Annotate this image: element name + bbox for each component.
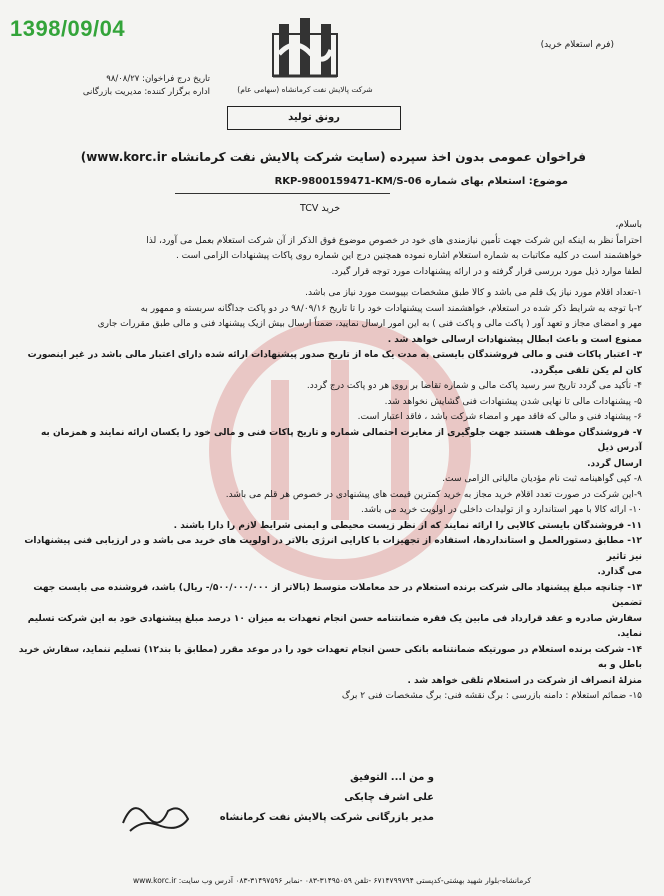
intro-paragraph — [18, 234, 642, 281]
condition-line: ۱۵- ضمائم استعلام : دامنه بازرسی : برگ نقشه فنی: برگ مشخصات فنی ۲ برگ — [341, 691, 642, 701]
copy-label-box: رونق تولید — [227, 106, 401, 130]
salutation: باسلام، — [615, 220, 642, 230]
condition-line: ۱۰- ارائه کالا با مهر استاندارد و از تولیدات داخلی در اولویت خرید می باشد. — [360, 505, 642, 515]
condition-line: ۱-تعداد اقلام مورد نیاز یک قلم می باشد و کالا طبق مشخصات بپیوست مورد نیاز می باشد. — [305, 288, 642, 298]
condition-line: ۱۱- فروشندگان بایستی کالایی را ارائه نمایند که از نظر زیست محیطی و ایمنی شرایط لازم را دارا باشند . — [173, 520, 642, 531]
condition-line: مهر و امضای مجاز و تعهد آور ( پاکت مالی و پاکت فنی ) به این امور ارسال نمایید، ضمناً ارسال بیش ازیک پیشنهاد فنی و مالی طبق مقررات جاری — [97, 319, 642, 329]
form-tag: (فرم استعلام خرید) — [540, 40, 614, 50]
condition-line: ۵- پیشنهادات مالی تا نهایی شدن پیشنهادات فنی گشایش نخواهد شد. — [384, 396, 642, 407]
condition-line: منزلهٔ انصراف از شرکت در استعلام تلقی خواهد شد . — [407, 675, 642, 686]
condition-line: ارسال گردد. — [587, 458, 642, 469]
signature-block — [174, 768, 434, 828]
condition-line: سفارش صادره و عقد قرارداد فی مابین یک فقره ضمانتنامه حسن انجام تعهدات به میزان ۱۰ درصد مبلغ پیشنهادی خود به این شرکت تسلیم نماید. — [27, 613, 642, 639]
handwritten-signature-icon — [118, 793, 198, 838]
company-logo-icon — [265, 14, 345, 84]
intro-line: لطفا موارد ذیل مورد بررسی قرار گرفته و در ارائه پیشنهادات مورد توجه قرار گیرد. — [331, 266, 642, 277]
condition-line: ۴- تأکید می گردد تاریخ سر رسید پاکت مالی و شماره تقاضا بر روی هر دو پاکت درج گردد. — [306, 381, 642, 391]
subject-line: موضوع: استعلام بهای شماره RKP-9800159471-KM/S-06 — [274, 176, 568, 187]
organizer: اداره برگزار کننده: مدیریت بازرگانی — [82, 87, 210, 97]
condition-line: ۹-این شرکت در صورت تعدد اقلام خرید مجاز به خرید کمترین قیمت های پیشنهادی در خصوص هر قلم می باشد. — [225, 489, 642, 500]
issue-date: تاریخ درج فراخوان: ۹۸/۰۸/۲۷ — [106, 74, 210, 84]
intro-line: خواهشمند است در کلیه مکاتبات به شماره استعلام اشاره نموده همچنین درج این شماره روی پاکات پیشنهادات الزامی است . — [175, 251, 642, 261]
stamp-date: 1398/09/04 — [10, 16, 126, 41]
company-name: شرکت پالایش نفت کرمانشاه (سهامی عام) — [237, 85, 373, 94]
condition-line: ۲-با توجه به شرایط ذکر شده در استعلام، خواهشمند است پیشنهادات خود را تا تاریخ ۹۸/۰۹/۱۶ در دو پاکت جداگانه سربسته و ممهور به — [140, 303, 642, 314]
condition-line: ممنوع است و باعث ابطال پیشنهادات ارسالی خواهد شد . — [387, 334, 642, 345]
condition-line: ۶- پیشنهاد فنی و مالی که فاقد مهر و امضاء شرکت باشد ، فاقد اعتبار است. — [357, 412, 642, 422]
condition-line: ۱۴- شرکت برنده استعلام در صورتیکه ضمانتنامه بانکی حسن انجام تعهدات خود را در موعد مقرر (مطابق با بند۱۲) تسلیم ننماید، سفارش خرید باطل و به — [18, 644, 642, 670]
condition-line: می گذارد. — [597, 567, 642, 577]
intro-line: احتراماً نظر به اینکه این شرکت جهت تأمین نیازمندی های خود در خصوص موضوع فوق الذکر از آن شرکت استعلام بعمل می آورد، لذا — [146, 235, 642, 246]
closing-line: و من ا... التوفیق — [350, 772, 434, 783]
subject-underline — [175, 193, 390, 194]
letter-body — [18, 218, 642, 705]
meta-block — [20, 73, 210, 99]
conditions-list — [18, 286, 642, 705]
condition-line: ۷- فروشندگان موظف هستند جهت جلوگیری از مغایرت احتمالی شماره و تاریخ پاکات فنی و مالی خود را یکسان ارائه نمایند و همزمان به آدرس ذیل — [40, 427, 642, 453]
signer-position: مدیر بازرگانی شرکت پالایش نفت کرمانشاه — [219, 812, 434, 823]
condition-line: ۱۳- چنانچه مبلغ پیشنهاد مالی شرکت برنده استعلام در حد معاملات متوسط (بالاتر از ۵۰۰/۰۰۰/۰۰۰/- ریال) باشد، فروشنده می بایست جهت تضمین — [33, 582, 642, 608]
footer-address: کرمانشاه-بلوار شهید بهشتی-کدپستی ۶۷۱۴۷۹۹۷۹۴ -تلفن ۳۱۴۹۵۰۵۹-۰۸۳ -نمابر ۳۱۴۹۷۵۹۶-۰۸۳ آدرس وب سایت: www.korc.ir — [133, 876, 531, 885]
document-title: فراخوان عمومی بدون اخذ سپرده (سایت شرکت پالایش نفت کرمانشاه www.korc.ir) — [80, 150, 586, 164]
signer-name: علی اشرف چابکی — [344, 792, 434, 803]
condition-line: ۸- کپی گواهینامه ثبت نام مؤدیان مالیاتی الزامی ست. — [442, 474, 642, 484]
condition-line: ۳- اعتبار پاکات فنی و مالی فروشندگان بایستی به مدت یک ماه از تاریخ صدور پیشنهادات ارائه شده دارای اعتبار مالی باشد در غیر اینصورت کان لم یکن تلقی میگردد. — [27, 350, 642, 376]
purchase-label: خرید TCV — [300, 203, 341, 214]
condition-line: ۱۲- مطابق دستورالعمل و استانداردها، استفاده از تجهیزات با کارایی انرژی بالاتر در اولویت های خرید می باشد و در ارزیابی فنی پیشنهادات نیز تاثیر — [24, 536, 642, 562]
